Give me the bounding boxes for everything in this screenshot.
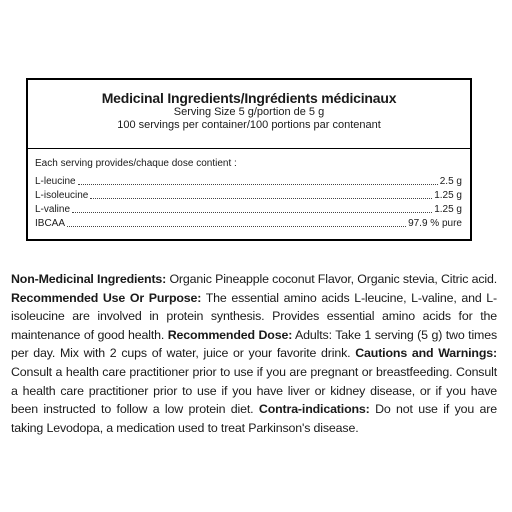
dotted-leader xyxy=(72,211,432,213)
ingredient-name: IBCAA xyxy=(35,218,66,229)
ingredient-name: L-leucine xyxy=(35,176,76,187)
cautions-text: Consult a health care practitioner prior to use if you are pregnant or breastfeeding. Consult a health care practitioner prior to use if you have liver or kidney disease, or if you have been instructed to follow a low protein diet. xyxy=(11,364,497,417)
recommended-use-label: Recommended Use Or Purpose: xyxy=(11,290,202,305)
dotted-leader xyxy=(90,197,432,199)
recommended-dose-label: Recommended Dose: xyxy=(167,327,293,342)
servings-per-container: 100 servings per container/100 portions par contenant xyxy=(117,119,381,131)
contra-indications-text: Do not use if you are taking Levodopa, a medication used to treat Parkinson's disease. xyxy=(11,402,497,435)
ingredient-row xyxy=(35,174,462,188)
recommended-use-text: The essential amino acids L-leucine, L-valine, and L-isoleucine are involved in protein synthesis. Provides essential amino acids for the maintenance of good health. xyxy=(11,290,497,342)
cautions-label: Cautions and Warnings: xyxy=(355,346,497,361)
ingredient-amount: 97.9 % pure xyxy=(408,218,462,229)
ingredient-name: L-valine xyxy=(35,204,71,215)
ingredient-name: L-isoleucine xyxy=(35,190,89,201)
recommended-dose-text: Adults: Take 1 serving (5 g) two times per day. Mix with 2 cups of water, juice or your favorite drink. xyxy=(11,327,497,361)
non-medicinal-label: Non-Medicinal Ingredients: xyxy=(11,272,167,286)
serving-size: Serving Size 5 g/portion de 5 g xyxy=(173,106,325,118)
ingredient-amount: 1.25 g xyxy=(434,204,462,215)
panel-title: Medicinal Ingredients/Ingrédients médicinaux xyxy=(101,90,397,106)
ingredient-row xyxy=(35,188,462,202)
dotted-leader xyxy=(78,183,438,185)
ingredient-row xyxy=(35,202,462,216)
medicinal-ingredients-panel xyxy=(26,78,472,241)
serving-provides-label: Each serving provides/chaque dose contient : xyxy=(35,158,237,169)
contra-indications-label: Contra-indications: xyxy=(258,402,370,417)
non-medicinal-text: Organic Pineapple coconut Flavor, Organic stevia, Citric acid. xyxy=(166,272,497,286)
product-information-text xyxy=(11,270,497,437)
ingredient-amount: 1.25 g xyxy=(434,190,462,201)
panel-body xyxy=(35,158,462,230)
ingredient-row xyxy=(35,216,462,230)
panel-header xyxy=(28,80,470,149)
ingredient-amount: 2.5 g xyxy=(439,176,462,187)
dotted-leader xyxy=(67,225,406,227)
